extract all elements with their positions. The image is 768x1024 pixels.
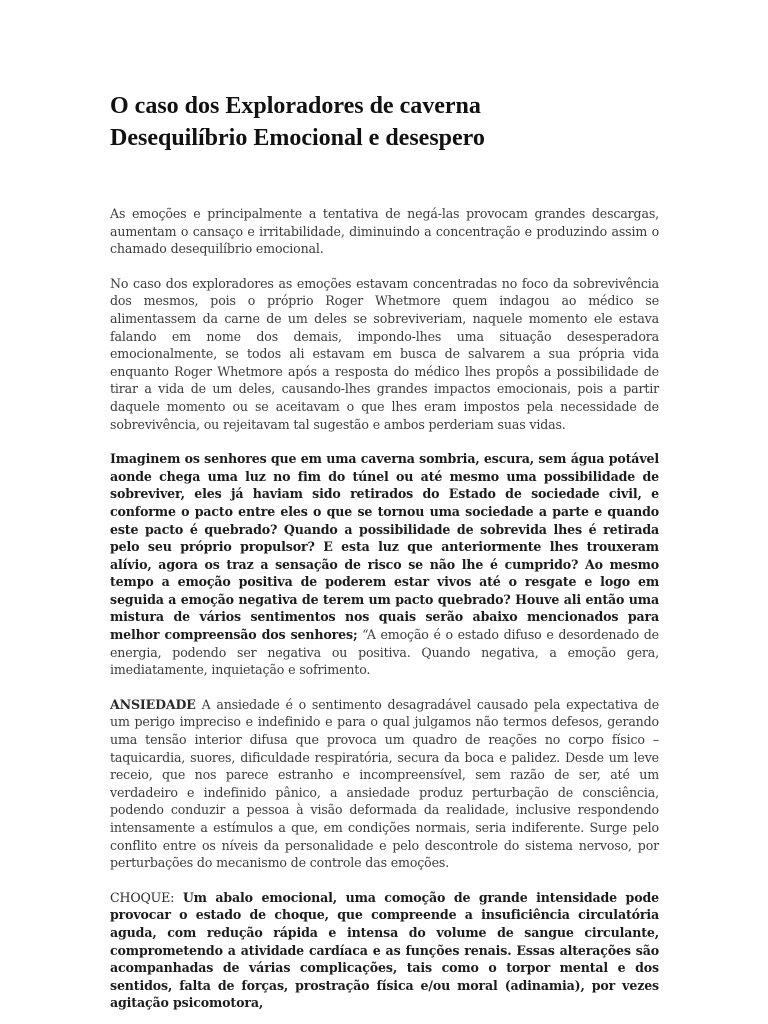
paragraph-1: As emoções e principalmente a tentativa de negá-las provocam grandes descargas, aumentam o cansaço e irritabilidade, diminuindo a concentração e produzindo assim o chamado desequilíbrio emocional. — [110, 206, 659, 257]
choque-label: CHOQUE: — [110, 889, 175, 905]
title-line-2: Desequilíbrio Emocional e desespero — [110, 125, 485, 151]
paragraph-2: No caso dos exploradores as emoções estavam concentradas no foco da sobrevivência dos mesmos, pois o próprio Roger Whetmore quem indagou ao médico se alimentassem da carne de um deles se sobreviveriam, naquele momento ele estava falando em nome dos demais, impondo-lhes uma situação desesperadora emocionalmente, se todos ali estavam em busca de salvarem a sua própria vida enquanto Roger Whetmore após a resposta do médico lhes propôs a possibilidade de tirar a vida de um deles, causando-lhes grandes impactos emocionais, pois a partir daquele momento ou se aceitavam o que lhes eram impostos pela necessidade de sobrevivência, ou rejeitavam tal sugestão e ambos perderiam suas vidas. — [110, 275, 659, 432]
document-title — [110, 90, 670, 154]
ansiedade-text: A ansiedade é o sentimento desagradável causado pela expectativa de um perigo impreciso e indefinido e para o qual julgamos não termos defesos, gerando uma tensão interior difusa que provoca um quadro de reações no corpo físico – taquicardia, suores, dificuldade respiratória, secura da boca e palidez. Desde um leve receio, que nos parece estranho e incompreensível, sem razão de ser, até um verdadeiro e indefinido pânico, a ansiedade produz perturbação de consciência, podendo conduzir a pessoa à visão deformada da realidade, inclusive respondendo intensamente a estímulos a que, em condições normais, seria indiferente. Surge pelo conflito entre os níveis da personalidade e pelo descontrole do sistema nervoso, por perturbações do mecanismo de controle das emoções. — [110, 696, 659, 871]
choque-text: Um abalo emocional, uma comoção de grande intensidade pode provocar o estado de choque, que compreende a insuficiência circulatória aguda, com redução rápida e intensa do volume de sangue circulante, comprometendo a atividade cardíaca e as funções renais. Essas alterações são acompanhadas de várias complicações, tais como o torpor mental e dos sentidos, falta de forças, prostração física e/ou moral (adinamia), por vezes agitação psicomotora, — [110, 889, 659, 1011]
paragraph-3-plain-text: “A emoção é o estado difuso e desordenado de energia, podendo ser negativa ou positiva. Quando negativa, a emoção gera, imediatamente, inquietação e sofrimento. — [110, 627, 659, 678]
paragraph-3 — [110, 450, 659, 679]
title-line-1: O caso dos Exploradores de caverna — [110, 93, 481, 119]
paragraph-3-bold-text: Imaginem os senhores que em uma caverna sombria, escura, sem água potável aonde chega uma luz no fim do túnel ou até mesmo uma possibilidade de sobreviver, eles já haviam sido retirados do Estado de sociedade civil, e conforme o pacto entre eles o que se tornou uma sociedade a parte e quando este pacto é quebrado? Quando a possibilidade de sobrevida lhes é retirada pelo seu próprio propulsor? E esta luz que anteriormente lhes trouxeram alívio, agora os traz a sensação de risco se não lhe é cumprido? Ao mesmo tempo a emoção positiva de poderem estar vivos até o resgate e logo em seguida a emoção negativa de terem um pacto quebrado? Houve ali então uma mistura de vários sentimentos nos quais serão abaixo mencionados para melhor compreensão dos senhores; — [110, 451, 659, 643]
paragraph-choque — [110, 889, 659, 1012]
document-body — [110, 205, 659, 1024]
paragraph-ansiedade — [110, 696, 659, 872]
ansiedade-label: ANSIEDADE — [110, 696, 196, 712]
